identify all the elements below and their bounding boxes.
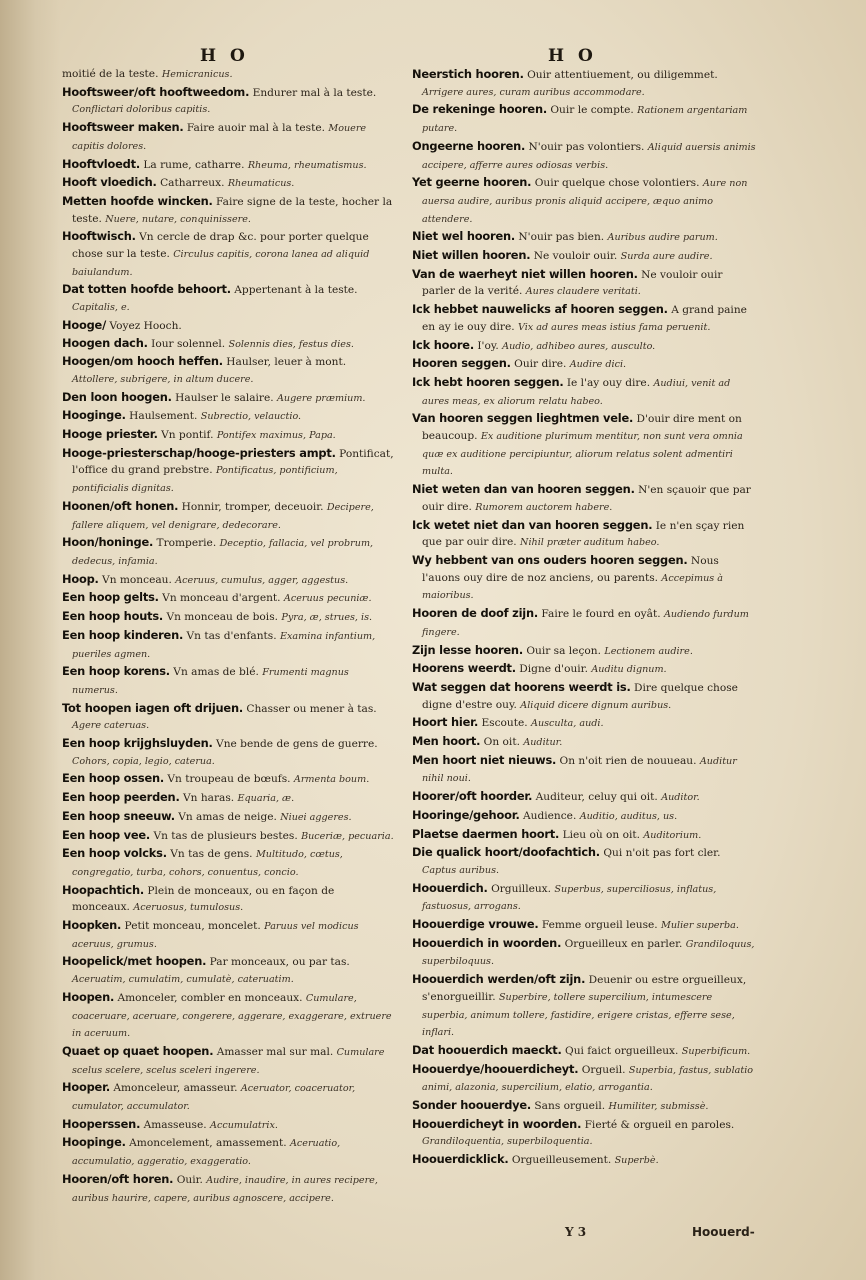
latin-gloss: Buceriæ, pecuaria. bbox=[301, 830, 394, 842]
headword: Hoouerdich werden/oft zijn. bbox=[412, 972, 586, 987]
latin-gloss: Grandiloquentia, superbiloquentia. bbox=[422, 1136, 593, 1148]
headword: Een hoop gelts. bbox=[62, 590, 159, 605]
headword: Hooren/oft horen. bbox=[62, 1171, 174, 1186]
signature-mark: Y 3 bbox=[565, 1225, 587, 1239]
french-gloss: Amoncelement, amassement. bbox=[129, 1137, 287, 1150]
latin-gloss: Audio, adhibeo aures, ausculto. bbox=[502, 340, 656, 352]
latin-gloss: Cumulare scelus scelere, scelus sceleri ingerere. bbox=[72, 1046, 385, 1076]
dictionary-entry bbox=[62, 174, 394, 193]
latin-gloss: Rheuma, rheumatismus. bbox=[247, 159, 367, 171]
latin-gloss: Niuei aggeres. bbox=[280, 811, 352, 823]
french-gloss: Amonceleur, amasseur. bbox=[113, 1082, 238, 1095]
dictionary-entry bbox=[412, 844, 756, 879]
latin-gloss: Arrigere aures, curam auribus accommodare. bbox=[422, 86, 645, 98]
latin-gloss: Aceruus pecuniæ. bbox=[283, 593, 372, 605]
latin-gloss: Equaria, æ. bbox=[237, 793, 295, 805]
dictionary-entry bbox=[412, 247, 756, 266]
french-gloss: Vn tas d'enfants. bbox=[186, 629, 277, 642]
french-gloss: Ouir le compte. bbox=[550, 104, 634, 117]
dictionary-entry bbox=[412, 481, 756, 516]
latin-gloss: Surda aure audire. bbox=[620, 251, 713, 263]
latin-gloss: Auditorium. bbox=[643, 829, 702, 841]
latin-gloss: Paruus vel modicus aceruus, grumus. bbox=[72, 921, 359, 950]
french-gloss: Vn amas de blé. bbox=[173, 666, 259, 679]
latin-gloss: Decipere, fallere aliquem, vel denigrare, dedecorare. bbox=[72, 501, 374, 531]
dictionary-entry bbox=[62, 335, 394, 354]
headword: Hooftwisch. bbox=[62, 229, 136, 244]
headword: Ick wetet niet dan van hooren seggen. bbox=[412, 517, 653, 532]
dictionary-entry bbox=[62, 770, 394, 789]
latin-gloss: Aure non auersa audire, auribus pronis aliquid accipere, æquo animo attendere. bbox=[422, 178, 748, 225]
dictionary-entry bbox=[62, 84, 394, 119]
headword: Die qualick hoort/doofachtich. bbox=[412, 845, 600, 860]
dictionary-entry bbox=[412, 752, 756, 788]
french-gloss: Par monceaux, ou par tas. bbox=[209, 956, 350, 969]
french-gloss: Vn tas de gens. bbox=[170, 848, 253, 861]
headword: Een hoop kinderen. bbox=[62, 627, 184, 642]
latin-gloss: Solennis dies, festus dies. bbox=[228, 338, 354, 350]
dictionary-entry bbox=[62, 663, 394, 699]
headword: Een hoop korens. bbox=[62, 664, 170, 679]
dictionary-entry bbox=[412, 714, 756, 733]
french-gloss: Digne d'ouir. bbox=[519, 663, 588, 676]
dictionary-entry bbox=[412, 660, 756, 679]
french-gloss: Vn monceau. bbox=[102, 573, 172, 586]
latin-gloss: Superbire, tollere supercilium, intumescere superbia, animum tollere, fastidire, erigere cristas, efferre sese, inflari. bbox=[422, 991, 735, 1039]
headword: Ongeerne hooren. bbox=[412, 138, 526, 153]
latin-gloss: Superbia, fastus, sublatio animi, alazonia, supercilium, elatio, arrogantia. bbox=[422, 1064, 754, 1094]
catchword: Hoouerd- bbox=[692, 1225, 755, 1239]
latin-gloss: Capitalis, e. bbox=[72, 302, 130, 314]
headword: Den loon hoogen. bbox=[62, 389, 172, 404]
french-gloss: moitié de la teste. bbox=[62, 68, 159, 80]
right-column bbox=[412, 66, 756, 1170]
dictionary-entry bbox=[62, 445, 394, 498]
french-gloss: Voyez Hooch. bbox=[109, 319, 182, 332]
headword: Hoopachtich. bbox=[62, 882, 145, 897]
dictionary-entry bbox=[412, 1151, 756, 1170]
latin-gloss: Auditio, auditus, us. bbox=[579, 810, 678, 822]
headword: Dat totten hoofde behoort. bbox=[62, 282, 231, 297]
french-gloss: La rume, catharre. bbox=[143, 158, 245, 171]
latin-gloss: Aceruatio, accumulatio, aggeratio, exaggeratio. bbox=[72, 1138, 341, 1168]
latin-gloss: Aures claudere veritati. bbox=[525, 286, 641, 298]
latin-gloss: Agere cateruas. bbox=[72, 720, 150, 732]
dictionary-entry bbox=[412, 971, 756, 1042]
latin-gloss: Auditu dignum. bbox=[591, 664, 667, 676]
headword: Hoop. bbox=[62, 571, 99, 586]
latin-gloss: Auditur nihil noui. bbox=[422, 755, 737, 785]
headword: Niet willen hooren. bbox=[412, 248, 531, 263]
latin-gloss: Cohors, copia, legio, caterua. bbox=[72, 755, 215, 767]
headword: Hooftsweer/oft hooftweedom. bbox=[62, 84, 250, 99]
dictionary-entry bbox=[62, 317, 394, 335]
dictionary-entry bbox=[412, 517, 756, 552]
headword: Hoopelick/met hoopen. bbox=[62, 954, 207, 969]
headword: Quaet op quaet hoopen. bbox=[62, 1043, 214, 1058]
dictionary-entry bbox=[62, 407, 394, 426]
french-gloss: Orgueilleusement. bbox=[511, 1154, 612, 1167]
latin-gloss: Multitudo, cœtus, congregatio, turba, cohors, conuentus, concio. bbox=[72, 849, 343, 878]
latin-gloss: Rationem argentariam putare. bbox=[422, 105, 748, 135]
french-gloss: Ouir quelque chose volontiers. bbox=[534, 177, 700, 190]
dictionary-entry bbox=[412, 880, 756, 916]
headword: Hoogen dach. bbox=[62, 335, 148, 350]
french-gloss: Amasseuse. bbox=[143, 1118, 207, 1131]
dictionary-entry bbox=[62, 1134, 394, 1170]
headword: Van hooren seggen lieghtmen vele. bbox=[412, 411, 634, 426]
french-gloss: Vn amas de neige. bbox=[178, 810, 277, 823]
headword: De rekeninge hooren. bbox=[412, 102, 547, 117]
dictionary-entry bbox=[62, 608, 394, 627]
latin-gloss: Deceptio, fallacia, vel probrum, dedecus, infamia. bbox=[72, 538, 374, 567]
french-gloss: Honnir, tromper, deceuoir. bbox=[181, 500, 324, 513]
dictionary-entry bbox=[62, 589, 394, 608]
latin-gloss: Grandiloquus, superbiloquus. bbox=[422, 938, 755, 968]
french-gloss: Ouir. bbox=[176, 1173, 203, 1186]
headword: Hoorer/oft hoorder. bbox=[412, 789, 533, 804]
headword: Niet weten dan van hooren seggen. bbox=[412, 482, 635, 497]
dictionary-entry bbox=[412, 826, 756, 845]
french-gloss: Haulser le salaire. bbox=[175, 391, 274, 404]
french-gloss: Chasser ou mener à tas. bbox=[246, 702, 377, 715]
dictionary-entry bbox=[62, 193, 394, 228]
dictionary-entry bbox=[412, 228, 756, 247]
headword: Hoouerdye/hoouerdicheyt. bbox=[412, 1061, 579, 1076]
french-gloss: Ie l'ay ouy dire. bbox=[566, 376, 651, 389]
headword: Hooge-priesterschap/hooge-priesters ampt. bbox=[62, 445, 336, 460]
french-gloss: D'ouir dire ment on beaucoup. bbox=[422, 413, 742, 443]
dictionary-entry bbox=[412, 733, 756, 752]
french-gloss: Ouir attentiuement, ou diligemmet. bbox=[527, 69, 718, 81]
french-gloss: Catharreux. bbox=[160, 177, 225, 190]
french-gloss: On oit. bbox=[483, 736, 520, 749]
dictionary-entry bbox=[412, 174, 756, 228]
headword: Een hoop krijghsluyden. bbox=[62, 736, 213, 751]
dictionary-entry bbox=[412, 642, 756, 661]
dictionary-entry bbox=[412, 355, 756, 374]
latin-gloss: Superbè. bbox=[614, 1155, 659, 1167]
dictionary-entry bbox=[412, 138, 756, 174]
headword: Hooge priester. bbox=[62, 427, 158, 442]
binding-gutter bbox=[0, 0, 60, 1280]
latin-gloss: Captus auribus. bbox=[422, 864, 500, 876]
latin-gloss: Lectionem audire. bbox=[604, 645, 693, 657]
dictionary-entry bbox=[412, 1116, 756, 1151]
latin-gloss: Auditor. bbox=[661, 792, 700, 804]
french-gloss: On n'oit rien de nouueau. bbox=[559, 754, 697, 767]
dictionary-entry bbox=[412, 552, 756, 605]
headword: Hoouerdich in woorden. bbox=[412, 935, 562, 950]
french-gloss: Vn haras. bbox=[182, 792, 235, 805]
headword: Hooftsweer maken. bbox=[62, 120, 184, 135]
dictionary-entry bbox=[412, 788, 756, 807]
french-gloss: Ne vouloir ouir parler de la verité. bbox=[422, 268, 723, 298]
latin-gloss: Aceruatim, cumulatim, cumulatè, cateruatim. bbox=[72, 974, 294, 986]
headword: Hoort hier. bbox=[412, 715, 479, 730]
headword: Hooren seggen. bbox=[412, 356, 511, 371]
dictionary-entry bbox=[62, 735, 394, 770]
french-gloss: Endurer mal à la teste. bbox=[252, 86, 377, 99]
headword: Ick hoore. bbox=[412, 337, 474, 352]
latin-gloss: Pyra, æ, strues, is. bbox=[281, 612, 373, 624]
headword: Hooren de doof zijn. bbox=[412, 606, 539, 621]
french-gloss: Haulser, leuer à mont. bbox=[226, 356, 347, 369]
headword: Hoon/honinge. bbox=[62, 535, 154, 550]
french-gloss: Faire le fourd en oyât. bbox=[541, 608, 661, 621]
latin-gloss: Cumulare, coaceruare, aceruare, congerere, aggerare, exaggerare, extruere in aceruum. bbox=[72, 992, 392, 1040]
french-gloss: Iour solennel. bbox=[151, 337, 226, 350]
headword: Zijn lesse hooren. bbox=[412, 642, 523, 657]
latin-gloss: Augere præmium. bbox=[277, 392, 366, 404]
dictionary-entry bbox=[62, 989, 394, 1043]
latin-gloss: Subrectio, velauctio. bbox=[200, 411, 302, 423]
headword: Hoouerdich. bbox=[412, 880, 488, 895]
latin-gloss: Ausculta, audi. bbox=[531, 718, 604, 730]
latin-gloss: Attollere, subrigere, in altum ducere. bbox=[72, 373, 254, 385]
left-column bbox=[62, 66, 394, 1207]
french-gloss: Sans orgueil. bbox=[534, 1100, 606, 1113]
dictionary-entry bbox=[412, 916, 756, 935]
latin-gloss: Mulier superba. bbox=[661, 920, 739, 932]
headword: Dat hoouerdich maeckt. bbox=[412, 1042, 562, 1057]
headword: Men hoort niet nieuws. bbox=[412, 752, 557, 767]
french-gloss: N'en sçauoir que par ouir dire. bbox=[422, 484, 751, 513]
latin-gloss: Rheumaticus. bbox=[227, 178, 295, 190]
latin-gloss: Accepimus à maioribus. bbox=[422, 572, 723, 602]
headword: Een hoop vee. bbox=[62, 827, 151, 842]
latin-gloss: Superbus, superciliosus, inflatus, fastuosus, arrogans. bbox=[422, 883, 717, 913]
french-gloss: Qui n'oit pas fort cler. bbox=[603, 847, 721, 860]
latin-gloss: Aceruus, cumulus, agger, aggestus. bbox=[175, 574, 349, 586]
headword: Van de waerheyt niet willen hooren. bbox=[412, 266, 638, 281]
dictionary-entry bbox=[412, 605, 756, 641]
dictionary-entry bbox=[62, 1043, 394, 1079]
dictionary-entry bbox=[62, 627, 394, 663]
dictionary-entry bbox=[62, 1116, 394, 1135]
dictionary-entry bbox=[62, 845, 394, 881]
latin-gloss: Aliquid dicere dignum auribus. bbox=[520, 699, 672, 711]
headword: Hooper. bbox=[62, 1080, 110, 1095]
dictionary-entry bbox=[62, 917, 394, 953]
latin-gloss: Audire dici. bbox=[569, 359, 627, 371]
headword: Ick hebbet nauwelicks af hooren seggen. bbox=[412, 302, 668, 317]
french-gloss: Orguilleux. bbox=[491, 882, 552, 895]
headword: Neerstich hooren. bbox=[412, 67, 524, 81]
latin-gloss: Pontificatus, pontificium, pontificialis dignitas. bbox=[72, 465, 338, 495]
french-gloss: Auditeur, celuy qui oit. bbox=[535, 791, 658, 804]
latin-gloss: Rumorem auctorem habere. bbox=[475, 501, 613, 513]
latin-gloss: Auditur. bbox=[523, 737, 563, 749]
headword: Wat seggen dat hoorens weerdt is. bbox=[412, 679, 631, 694]
dictionary-entry bbox=[62, 789, 394, 808]
latin-gloss: Aceruosus, tumulosus. bbox=[133, 902, 244, 914]
latin-gloss: Nuere, nutare, conquinissere. bbox=[105, 213, 251, 225]
french-gloss: Ouir sa leçon. bbox=[526, 644, 601, 657]
headword: Hoopinge. bbox=[62, 1135, 126, 1150]
dictionary-entry bbox=[62, 882, 394, 917]
french-gloss: Haulsement. bbox=[129, 410, 198, 423]
headword: Een hoop houts. bbox=[62, 609, 164, 624]
french-gloss: Ne vouloir ouir. bbox=[533, 250, 618, 263]
dictionary-entry bbox=[62, 498, 394, 534]
dictionary-entry bbox=[412, 679, 756, 714]
dictionary-entry bbox=[412, 410, 756, 481]
headword: Hooftvloedt. bbox=[62, 156, 140, 171]
french-gloss: Vn troupeau de bœufs. bbox=[167, 773, 291, 786]
french-gloss: Vn pontif. bbox=[161, 429, 214, 442]
dictionary-entry bbox=[62, 426, 394, 445]
french-gloss: Nous l'auons ouy dire de noz anciens, ou parents. bbox=[422, 554, 719, 584]
latin-gloss: Examina infantium, pueriles agmen. bbox=[72, 630, 376, 660]
dictionary-entry bbox=[62, 534, 394, 570]
headword: Plaetse daermen hoort. bbox=[412, 826, 560, 841]
latin-gloss: Audiui, venit ad aures meas, ex aliorum relatu habeo. bbox=[422, 377, 731, 407]
french-gloss: Plein de monceaux, ou en façon de monceaux. bbox=[72, 884, 335, 914]
latin-gloss: Ex auditione plurimum mentitur, non sunt vera omnia quæ ex auditione percipiuntur, aliorum relatus solent admentiri multa. bbox=[422, 431, 743, 478]
headword: Ick hebt hooren seggen. bbox=[412, 374, 564, 389]
headword: Hoouerdicklick. bbox=[412, 1152, 509, 1167]
latin-gloss: Accumulatrix. bbox=[210, 1119, 278, 1131]
dictionary-entry bbox=[412, 266, 756, 301]
headword: Hoopen. bbox=[62, 989, 115, 1004]
dictionary-entry bbox=[62, 353, 394, 388]
latin-gloss: Hemicranicus. bbox=[161, 69, 233, 80]
latin-gloss: Conflictari doloribus capitis. bbox=[72, 104, 211, 116]
running-head-right: H O bbox=[548, 46, 597, 66]
dictionary-entry bbox=[412, 66, 756, 101]
headword: Hooginge. bbox=[62, 408, 126, 423]
latin-gloss: Humiliter, submissè. bbox=[608, 1101, 709, 1113]
french-gloss: Orgueilleux en parler. bbox=[564, 937, 683, 950]
dictionary-entry bbox=[62, 228, 394, 281]
french-gloss: Faire signe de la teste, hocher la teste. bbox=[72, 195, 393, 225]
dictionary-entry bbox=[62, 1171, 394, 1207]
french-gloss: I'oy. bbox=[477, 339, 499, 352]
french-gloss: Orgueil. bbox=[581, 1063, 626, 1076]
dictionary-entry bbox=[62, 156, 394, 175]
dictionary-entry bbox=[62, 66, 394, 84]
headword: Men hoort. bbox=[412, 734, 481, 749]
latin-gloss: Mouere capitis dolores. bbox=[72, 123, 367, 152]
latin-gloss: Armenta boum. bbox=[293, 774, 370, 786]
dictionary-entry bbox=[62, 571, 394, 590]
french-gloss: N'ouir pas volontiers. bbox=[528, 140, 645, 153]
latin-gloss: Audire, inaudire, in aures recipere, auribus haurire, capere, auribus agnoscere, accipere. bbox=[72, 1174, 378, 1204]
latin-gloss: Vix ad aures meas istius fama peruenit. bbox=[517, 321, 711, 333]
french-gloss: Tromperie. bbox=[156, 537, 217, 550]
dictionary-entry bbox=[62, 808, 394, 827]
french-gloss: Vn monceau de bois. bbox=[166, 611, 279, 624]
latin-gloss: Circulus capitis, corona lanea ad aliquid baiulandum. bbox=[72, 249, 370, 278]
french-gloss: Vn cercle de drap &c. pour porter quelque chose sur la teste. bbox=[72, 231, 369, 261]
french-gloss: Appertenant à la teste. bbox=[234, 284, 358, 297]
french-gloss: Audience. bbox=[523, 809, 577, 822]
french-gloss: Pontificat, l'office du grand prebstre. bbox=[72, 447, 394, 477]
latin-gloss: Frumenti magnus numerus. bbox=[72, 667, 349, 696]
headword: Hoorens weerdt. bbox=[412, 661, 516, 676]
french-gloss: Amasser mal sur mal. bbox=[216, 1045, 334, 1058]
french-gloss: Deuenir ou estre orgueilleux, s'enorgueillir. bbox=[422, 974, 747, 1003]
french-gloss: Petit monceau, moncelet. bbox=[124, 920, 261, 933]
latin-gloss: Nihil præter auditum habeo. bbox=[520, 537, 660, 549]
headword: Hoouerdicheyt in woorden. bbox=[412, 1116, 582, 1131]
headword: Een hoop ossen. bbox=[62, 771, 165, 786]
dictionary-entry bbox=[62, 1079, 394, 1115]
headword: Metten hoofde wincken. bbox=[62, 193, 213, 208]
dictionary-entry bbox=[62, 389, 394, 408]
latin-gloss: Aceruator, coaceruator, cumulator, accumulator. bbox=[72, 1083, 356, 1113]
latin-gloss: Audiendo furdum fingere. bbox=[422, 609, 749, 638]
headword: Hoouerdige vrouwe. bbox=[412, 917, 539, 932]
headword: Niet wel hooren. bbox=[412, 229, 516, 244]
dictionary-entry bbox=[62, 281, 394, 316]
dictionary-entry bbox=[412, 807, 756, 826]
headword: Hoonen/oft honen. bbox=[62, 498, 179, 513]
dictionary-entry bbox=[62, 119, 394, 155]
french-gloss: Vn tas de plusieurs bestes. bbox=[153, 829, 298, 842]
french-gloss: Femme orgueil leuse. bbox=[541, 919, 658, 932]
headword: Een hoop volcks. bbox=[62, 846, 167, 861]
dictionary-entry bbox=[62, 700, 394, 735]
headword: Sonder hoouerdye. bbox=[412, 1098, 532, 1113]
headword: Hooge/ bbox=[62, 317, 107, 332]
latin-gloss: Superbificum. bbox=[681, 1045, 751, 1057]
headword: Een hoop sneeuw. bbox=[62, 808, 175, 823]
french-gloss: A grand paine en ay ie ouy dire. bbox=[422, 304, 747, 333]
headword: Yet geerne hooren. bbox=[412, 175, 532, 190]
latin-gloss: Pontifex maximus, Papa. bbox=[216, 430, 336, 442]
headword: Hooft vloedich. bbox=[62, 175, 157, 190]
french-gloss: Escoute. bbox=[481, 717, 528, 730]
headword: Wy hebbent van ons ouders hooren seggen. bbox=[412, 552, 688, 567]
headword: Hooringe/gehoor. bbox=[412, 807, 520, 822]
headword: Een hoop peerden. bbox=[62, 790, 180, 805]
french-gloss: Fierté & orgueil en paroles. bbox=[584, 1118, 735, 1131]
dictionary-entry bbox=[412, 374, 756, 410]
dictionary-entry bbox=[412, 1097, 756, 1116]
dictionary-entry bbox=[412, 301, 756, 336]
dictionary-entry bbox=[62, 827, 394, 846]
headword: Hoogen/om hooch heffen. bbox=[62, 354, 223, 369]
french-gloss: Vne bende de gens de guerre. bbox=[216, 738, 378, 751]
french-gloss: Amonceler, combler en monceaux. bbox=[117, 991, 303, 1004]
dictionary-entry bbox=[412, 1061, 756, 1097]
dictionary-entry bbox=[412, 1042, 756, 1061]
dictionary-entry bbox=[412, 337, 756, 356]
french-gloss: N'ouir pas bien. bbox=[518, 231, 605, 244]
running-head-left: H O bbox=[200, 46, 249, 66]
french-gloss: Ie n'en sçay rien que par ouir dire. bbox=[422, 519, 745, 549]
dictionary-entry bbox=[62, 953, 394, 988]
french-gloss: Faire auoir mal à la teste. bbox=[186, 122, 325, 135]
french-gloss: Vn monceau d'argent. bbox=[162, 592, 281, 605]
latin-gloss: Auribus audire parum. bbox=[607, 232, 718, 244]
headword: Hoopken. bbox=[62, 918, 122, 933]
dictionary-entry bbox=[412, 935, 756, 971]
french-gloss: Dire quelque chose digne d'estre ouy. bbox=[422, 681, 738, 711]
latin-gloss: Aliquid auersis animis accipere, afferre aures odiosas verbis. bbox=[422, 141, 756, 171]
french-gloss: Ouir dire. bbox=[514, 358, 567, 371]
headword: Tot hoopen iagen oft drijuen. bbox=[62, 700, 243, 715]
headword: Hooperssen. bbox=[62, 1116, 141, 1131]
dictionary-entry bbox=[412, 101, 756, 137]
french-gloss: Qui faict orgueilleux. bbox=[565, 1044, 679, 1057]
french-gloss: Lieu où on oit. bbox=[562, 828, 640, 841]
